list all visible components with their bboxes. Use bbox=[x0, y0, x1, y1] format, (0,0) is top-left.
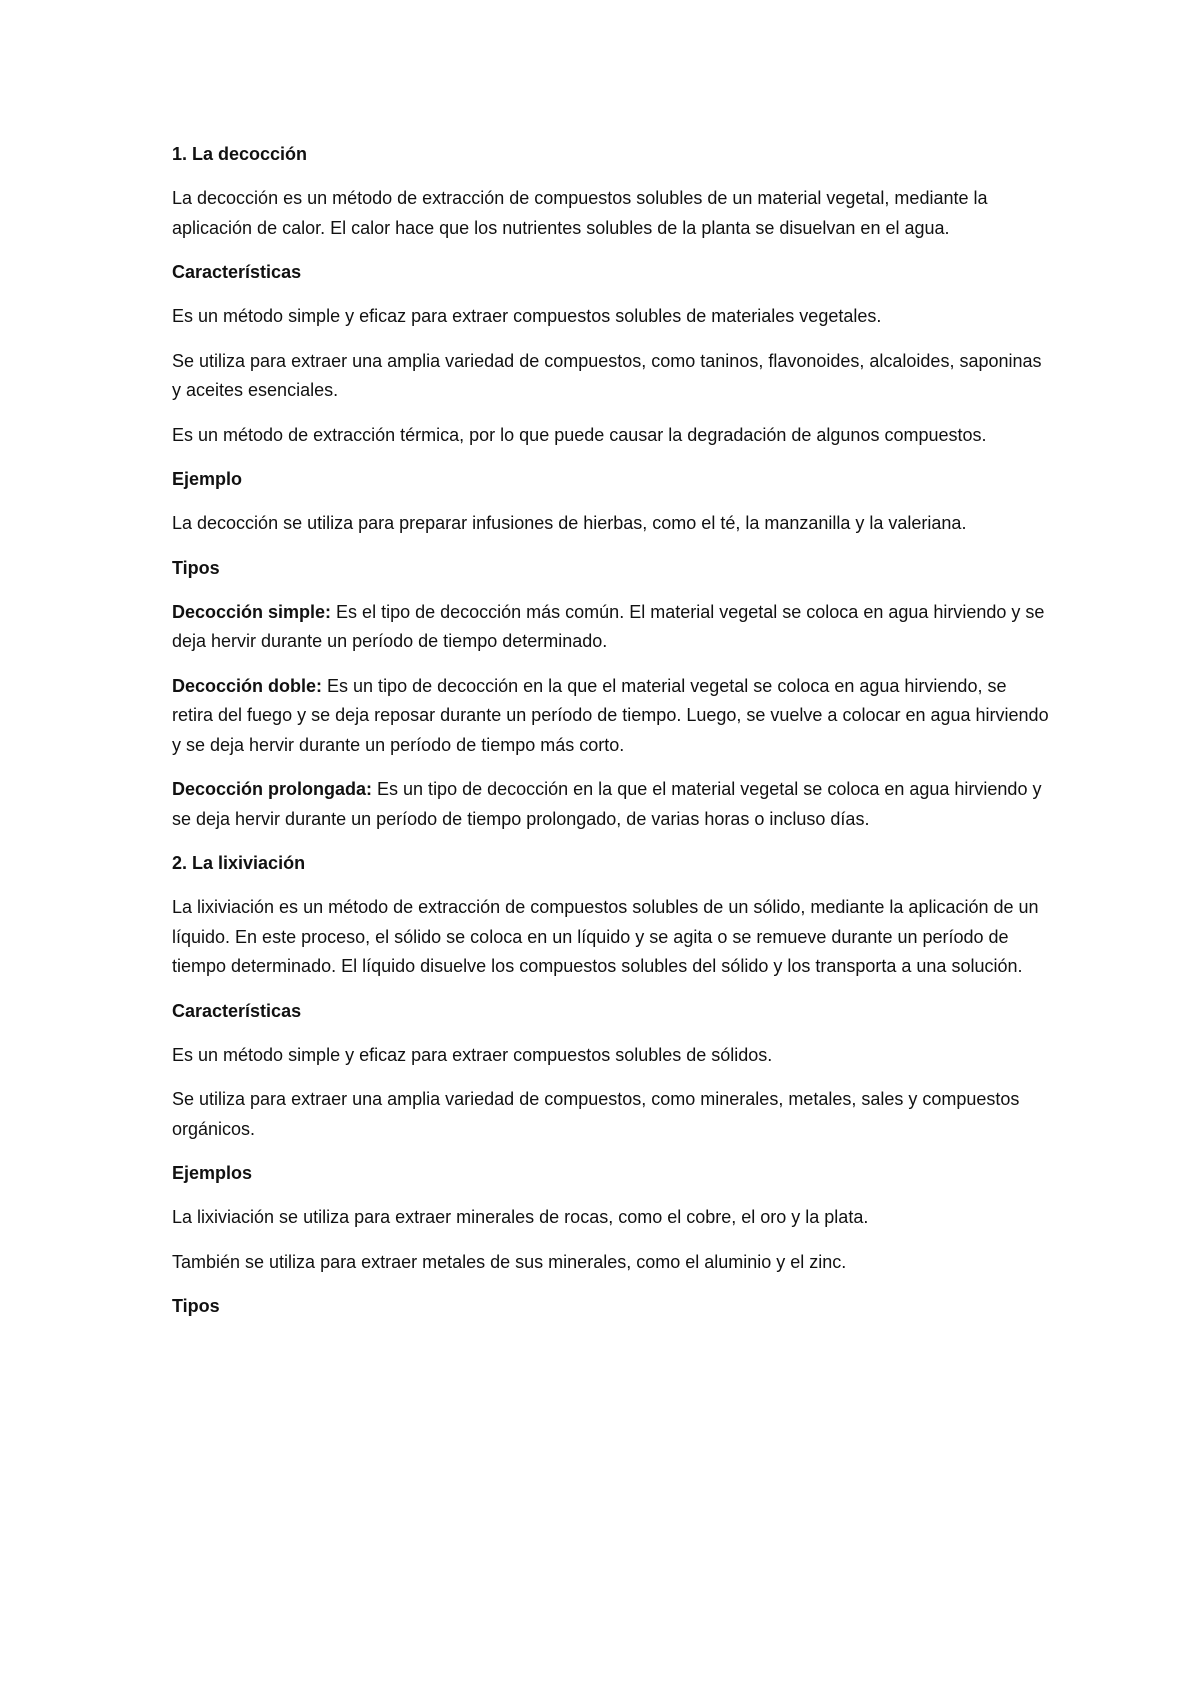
document-page bbox=[172, 140, 1052, 1336]
section-1-type-2 bbox=[172, 672, 1052, 761]
section-1-types-heading: Tipos bbox=[172, 557, 220, 578]
type-3-text: Es un tipo de decocción en la que el material vegetal se coloca en agua hirviendo y se deja hervir durante un período de tiempo prolongado, de varias horas o incluso días. bbox=[172, 779, 1042, 829]
type-1-text: Es el tipo de decocción más común. El material vegetal se coloca en agua hirviendo y se deja hervir durante un período de tiempo determinado. bbox=[172, 601, 1045, 651]
section-2-types-heading: Tipos bbox=[172, 1296, 220, 1316]
section-1-characteristic-1: Es un método simple y eficaz para extraer compuestos solubles de materiales vegetales. bbox=[172, 306, 882, 326]
type-3-term: Decocción prolongada: bbox=[172, 779, 373, 799]
section-1-type-1 bbox=[172, 598, 1052, 657]
section-1-characteristic-3: Es un método de extracción térmica, por lo que puede causar la degradación de algunos compuestos. bbox=[172, 424, 987, 445]
section-2-example-1: La lixiviación se utiliza para extraer minerales de rocas, como el cobre, el oro y la plata. bbox=[172, 1207, 869, 1227]
type-2-term: Decocción doble: bbox=[172, 675, 323, 696]
section-2-characteristic-2: Se utiliza para extraer una amplia variedad de compuestos, como minerales, metales, sales y compuestos orgánicos. bbox=[172, 1089, 1020, 1139]
section-1-intro: La decocción es un método de extracción de compuestos solubles de un material vegetal, mediante la aplicación de calor. El calor hace que los nutrientes solubles de la planta se disuelvan en el agua. bbox=[172, 188, 988, 238]
section-2-intro: La lixiviación es un método de extracción de compuestos solubles de un sólido, mediante la aplicación de un líquido. En este proceso, el sólido se coloca en un líquido y se agita o se remueve durante un período de tiempo determinado. El líquido disuelve los compuestos solubles del sólido y los transporta a una solución. bbox=[172, 897, 1039, 976]
section-1-example-1: La decocción se utiliza para preparar infusiones de hierbas, como el té, la manzanilla y la valeriana. bbox=[172, 513, 967, 533]
section-1-characteristic-2: Se utiliza para extraer una amplia variedad de compuestos, como taninos, flavonoides, alcaloides, saponinas y aceites esenciales. bbox=[172, 350, 1042, 400]
section-2-example-2: También se utiliza para extraer metales de sus minerales, como el aluminio y el zinc. bbox=[172, 1251, 847, 1272]
type-1-term: Decocción simple: bbox=[172, 601, 332, 622]
section-2-characteristics-heading: Características bbox=[172, 1000, 302, 1021]
section-2-title: 2. La lixiviación bbox=[172, 853, 306, 873]
section-1-type-3 bbox=[172, 775, 1052, 834]
type-2-text: Es un tipo de decocción en la que el material vegetal se coloca en agua hirviendo, se retira del fuego y se deja reposar durante un período de tiempo. Luego, se vuelve a colocar en agua hirviendo y se deja hervir durante un período de tiempo más corto. bbox=[172, 675, 1049, 755]
section-1-example-heading: Ejemplo bbox=[172, 469, 243, 489]
section-1-characteristics-heading: Características bbox=[172, 262, 302, 282]
section-2-characteristic-1: Es un método simple y eficaz para extraer compuestos solubles de sólidos. bbox=[172, 1044, 773, 1065]
section-1-title: 1. La decocción bbox=[172, 144, 308, 164]
section-2-examples-heading: Ejemplos bbox=[172, 1163, 253, 1183]
